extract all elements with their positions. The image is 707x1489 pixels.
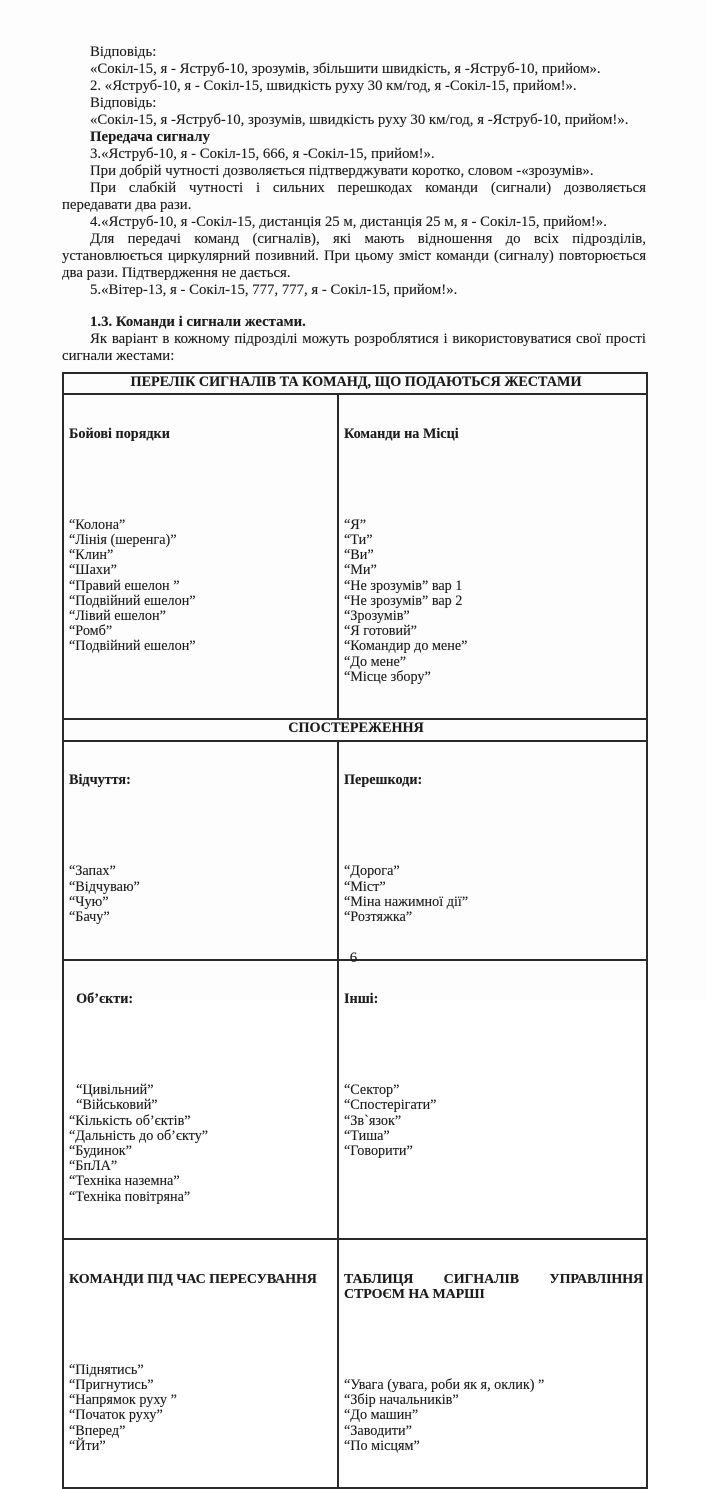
- table-line: “БпЛА”: [69, 1158, 118, 1175]
- paragraph: Для передачі команд (сигналів), які мають відношення до всіх підрозділів, установлюється циркулярний позивний. При цьому зміст команди (сигналу) повторюється два рази. Підтвердження не дається.: [62, 231, 646, 281]
- table-line: “Відчуваю”: [69, 878, 140, 895]
- table-line: “Місце збору”: [344, 668, 431, 685]
- paragraph: 4.«Яструб-10, я -Сокіл-15, дистанція 25 м, дистанція 25 м, я - Сокіл-15, прийом!».: [90, 214, 607, 230]
- table-title-row: [63, 373, 647, 394]
- table-line: “Міна нажимної дії”: [344, 893, 469, 910]
- table-line: “Збір начальників”: [344, 1392, 459, 1409]
- table-row: [63, 1239, 647, 1488]
- table-line: “По місцям”: [344, 1437, 420, 1454]
- paragraph: «Сокіл-15, я -Яструб-10, зрозумів, швидкість руху 30 км/год, я -Яструб-10, прийом!».: [90, 112, 629, 128]
- cell-header: Об’єкти:: [69, 990, 134, 1007]
- cell-list: [69, 1038, 334, 1205]
- table-line: “Дорога”: [344, 863, 400, 880]
- table-line: “Вперед”: [69, 1422, 126, 1439]
- observation-span: СПОСТЕРЕЖЕННЯ: [63, 719, 647, 740]
- table-line: “Чую”: [69, 893, 109, 910]
- table-line: “Зв`язок”: [344, 1112, 402, 1129]
- table-line: “Дальність до об’єкту”: [69, 1127, 209, 1144]
- paragraph: При слабкій чутності і сильних перешкодах команди (сигнали) дозволяється передавати два рази.: [62, 180, 646, 213]
- cell-header: Відчуття:: [69, 772, 131, 789]
- body-text: [62, 44, 646, 299]
- table-line: “Йти”: [69, 1437, 106, 1454]
- cell-list: [344, 819, 643, 925]
- table-line: “Колона”: [69, 516, 126, 533]
- cell-list: [69, 1317, 334, 1454]
- table-line: “Піднятись”: [69, 1361, 144, 1378]
- table-line: “Техніка повітряна”: [69, 1188, 191, 1205]
- table-line: “Пригнутись”: [69, 1377, 154, 1393]
- table-line: “Подвійний ешелон”: [69, 638, 196, 655]
- table-line: “Лівий ешелон”: [69, 608, 166, 625]
- cell-march-signals: [338, 1239, 647, 1488]
- section-intro: Як варіант в кожному підрозділі можуть розроблятися і використовуватися свої прості сигнали жестами:: [62, 331, 646, 364]
- cell-header: Бойові порядки: [69, 425, 170, 442]
- table-line: “Увага (увага, роби як я, оклик) ”: [344, 1377, 545, 1393]
- table-line: “Правий ешелон ”: [69, 577, 180, 594]
- table-line: “Заводити”: [344, 1422, 412, 1439]
- table-line: “Клин”: [69, 547, 114, 564]
- table-line: “Цивільний”: [69, 1082, 154, 1099]
- table-line: “Я готовий”: [344, 623, 417, 640]
- table-line: “Військовий”: [69, 1097, 158, 1114]
- cell-obstacles: [338, 741, 647, 960]
- table-line: “Шахи”: [69, 562, 117, 579]
- table-line: “Ти”: [344, 532, 373, 549]
- table-title: ПЕРЕЛІК СИГНАЛІВ ТА КОМАНД, ЩО ПОДАЮТЬСЯ ЖЕСТАМИ: [63, 373, 647, 394]
- paragraph: Передача сигналу: [90, 129, 210, 145]
- table-line: “Подвійний ешелон”: [69, 592, 196, 609]
- page-number: 6: [349, 950, 358, 966]
- table-line: “Спостерігати”: [344, 1097, 437, 1114]
- cell-commands-in-place: [338, 394, 647, 719]
- table-line: “Ми”: [344, 562, 377, 579]
- cell-header: КОМАНДИ ПІД ЧАС ПЕРЕСУВАННЯ: [69, 1271, 317, 1287]
- table-line: “Початок руху”: [69, 1407, 163, 1424]
- cell-others: [338, 960, 647, 1240]
- table-line: “Не зрозумів” вар 1: [344, 577, 463, 594]
- table-line: “До мене”: [344, 653, 407, 670]
- table-line: “Не зрозумів” вар 2: [344, 592, 463, 609]
- section-heading: 1.3. Команди і сигнали жестами.: [90, 314, 306, 330]
- cell-movement-commands: [63, 1239, 338, 1488]
- table-row: [63, 741, 647, 960]
- cell-list: [69, 819, 334, 925]
- table-line: “Розтяжка”: [344, 908, 413, 925]
- paragraph: Відповідь:: [90, 44, 157, 60]
- table-line: “До машин”: [344, 1407, 419, 1424]
- table-line: “Запах”: [69, 863, 116, 880]
- table-line: “Командир до мене”: [344, 638, 468, 655]
- cell-list: [344, 1038, 643, 1160]
- table-row: [63, 960, 647, 1240]
- cell-feelings: [63, 741, 338, 960]
- cell-header: Інші:: [344, 990, 379, 1007]
- paragraph: 2. «Яструб-10, я - Сокіл-15, швидкість руху 30 км/год, я -Сокіл-15, прийом!».: [90, 78, 577, 94]
- table-line: “Я”: [344, 516, 367, 533]
- table-line: “Ви”: [344, 547, 374, 564]
- table-span-row: [63, 719, 647, 740]
- paragraph: 3.«Яструб-10, я - Сокіл-15, 666, я -Сокіл-15, прийом!».: [90, 146, 435, 162]
- cell-list: [69, 472, 334, 654]
- table-line: “Зрозумів”: [344, 608, 410, 625]
- signals-table: [62, 372, 648, 1489]
- table-row: [63, 394, 647, 719]
- table-line: “Тиша”: [344, 1127, 390, 1144]
- table-line: “Кількість об’єктів”: [69, 1112, 191, 1129]
- table-line: “Ромб”: [69, 623, 113, 640]
- table-line: “Лінія (шеренга)”: [69, 532, 177, 549]
- cell-objects: [63, 960, 338, 1240]
- table-line: “Говорити”: [344, 1142, 413, 1159]
- table-line: “Міст”: [344, 878, 386, 895]
- cell-battle-orders: [63, 394, 338, 719]
- paragraph: Відповідь:: [90, 95, 157, 111]
- paragraph: 5.«Вітер-13, я - Сокіл-15, 777, 777, я - Сокіл-15, прийом!».: [90, 282, 458, 298]
- table-line: “Напрямок руху ”: [69, 1392, 177, 1409]
- table-line: “Будинок”: [69, 1142, 132, 1159]
- paragraph: При добрій чутності дозволяється підтверджувати коротко, словом -«зрозумів».: [90, 163, 594, 179]
- table-line: “Бачу”: [69, 908, 110, 925]
- cell-list: [344, 472, 643, 685]
- cell-header: Перешкоди:: [344, 772, 423, 789]
- table-line: “Техніка наземна”: [69, 1173, 180, 1190]
- paragraph: «Сокіл-15, я - Яструб-10, зрозумів, збільшити швидкість, я -Яструб-10, прийом».: [90, 61, 601, 77]
- cell-header: Команди на Місці: [344, 425, 459, 442]
- cell-header: ТАБЛИЦЯ СИГНАЛІВ УПРАВЛІННЯ СТРОЄМ НА МАРШІ: [344, 1271, 647, 1302]
- cell-list: [344, 1332, 643, 1454]
- table-line: “Сектор”: [344, 1082, 400, 1099]
